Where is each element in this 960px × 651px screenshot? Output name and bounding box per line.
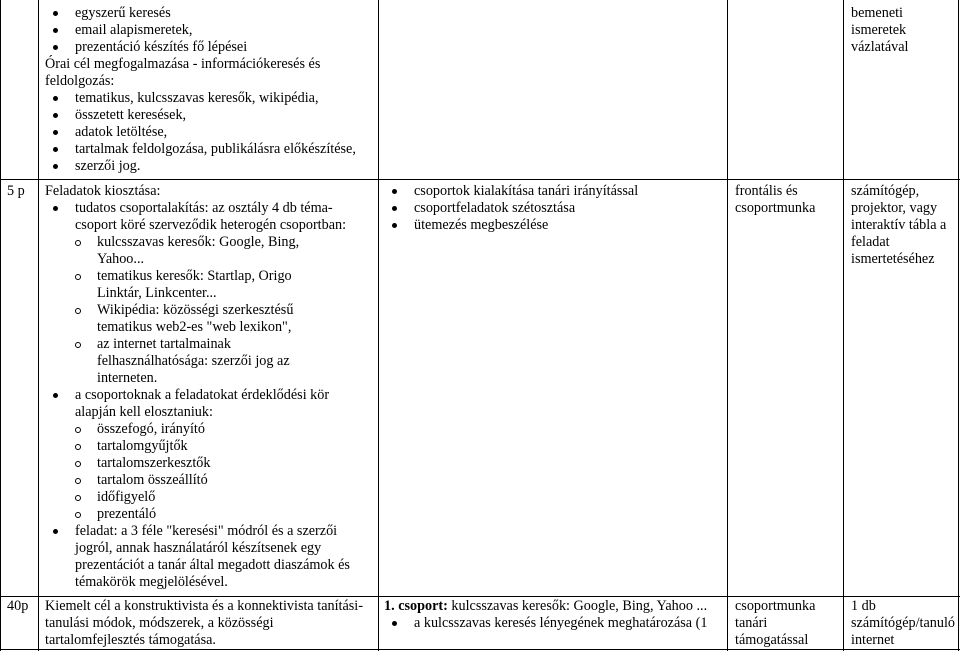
row2-heading: Feladatok kiosztása: (45, 183, 161, 199)
list-item: prezentáló (67, 506, 373, 523)
method-text: csoportmunka tanári támogatással (735, 598, 816, 648)
activity-list (384, 183, 722, 234)
group-label: 1. csoport: (384, 598, 448, 614)
row1-list (45, 5, 373, 175)
row3-tools-cell (851, 598, 955, 649)
table-border-col3 (727, 0, 728, 651)
tools-text: bemeneti ismeretek vázlatával (851, 5, 909, 55)
activity-heading (384, 598, 722, 615)
row1-tools-cell (851, 5, 955, 56)
list-item: összefogó, irányító (67, 421, 373, 438)
row3-time: 40p (7, 598, 29, 614)
activity-list (384, 615, 722, 632)
tools-text: számítógép, projektor, vagy interaktív tábla a feladat ismertetéséhez (851, 183, 947, 267)
list-item: egyszerű keresés (45, 5, 373, 22)
table-row-divider-2 (0, 596, 960, 597)
list-item: Wikipédia: közösségi szerkesztésű tematikus web2-es "web lexikon", (67, 302, 337, 336)
list-item: feladat: a 3 féle "keresési" módról és a szerzői jogról, annak használatáról készítsenek egy prezentációt a tanár által megadott diaszámok és témakörök megjelölésével. (45, 523, 369, 591)
list-item: email alapismeretek, (45, 22, 373, 39)
row2-list (45, 200, 373, 591)
list-item: Órai cél megfogalmazása - információkeresés és feldolgozás: (45, 56, 321, 89)
row3-activity-cell (384, 598, 722, 632)
row2-method-cell (735, 183, 839, 217)
list-item: az internet tartalmainak felhasználhatósága: szerzői jog az interneten. (67, 336, 337, 387)
list-item: tartalomgyűjtők (67, 438, 373, 455)
tools-text: 1 db számítógép/tanuló internet (851, 598, 956, 648)
table-border-col4 (843, 0, 844, 651)
table-row-divider-1 (0, 179, 960, 180)
table-border-right (958, 0, 959, 651)
list-item: összetett keresések, (45, 107, 373, 124)
list-item: tematikus, kulcsszavas keresők, wikipédia, (45, 90, 373, 107)
list-item: tudatos csoportalakítás: az osztály 4 db téma-csoport köré szerveződik heterogén csoportban: (45, 200, 373, 234)
list-item: csoportok kialakítása tanári irányítással (384, 183, 722, 200)
list-item: adatok letöltése, (45, 124, 373, 141)
list-item: tartalmak feldolgozása, publikálásra előkészítése, (45, 141, 373, 158)
table-border-col2 (378, 0, 379, 651)
method-text: frontális és csoportmunka (735, 183, 816, 216)
list-item: prezentáció készítés fő lépései (45, 39, 373, 56)
list-item: tartalom összeállító (67, 472, 373, 489)
list-item: a csoportoknak a feladatokat érdeklődési kör alapján kell elosztaniuk: (45, 387, 365, 421)
list-item: szerzői jog. (45, 158, 373, 175)
table-border-left (0, 0, 1, 651)
row2-content-cell (45, 183, 373, 591)
row1-content-cell (45, 5, 373, 175)
list-item: ütemezés megbeszélése (384, 217, 722, 234)
row3-content-cell (45, 598, 373, 649)
list-item: időfigyelő (67, 489, 373, 506)
list-item: csoportfeladatok szétosztása (384, 200, 722, 217)
row2-tools-cell (851, 183, 955, 268)
group-description: kulcsszavas keresők: Google, Bing, Yahoo ... (447, 598, 708, 614)
row2-time: 5 p (7, 183, 25, 199)
table-border-bottom (0, 649, 960, 650)
table-border-col1 (38, 0, 39, 651)
row3-text: Kiemelt cél a konstruktivista és a konnektivista tanítási-tanulási módok, módszerek, a közösségi tartalomfejlesztés támogatása. (45, 598, 363, 648)
row2-activity-cell (384, 183, 722, 234)
list-item: tematikus keresők: Startlap, Origo Linktár, Linkcenter... (67, 268, 327, 302)
list-item: kulcsszavas keresők: Google, Bing, Yahoo... (67, 234, 327, 268)
list-item: a kulcsszavas keresés lényegének meghatározása (1 (384, 615, 722, 632)
row3-method-cell (735, 598, 839, 649)
list-item: tartalomszerkesztők (67, 455, 373, 472)
